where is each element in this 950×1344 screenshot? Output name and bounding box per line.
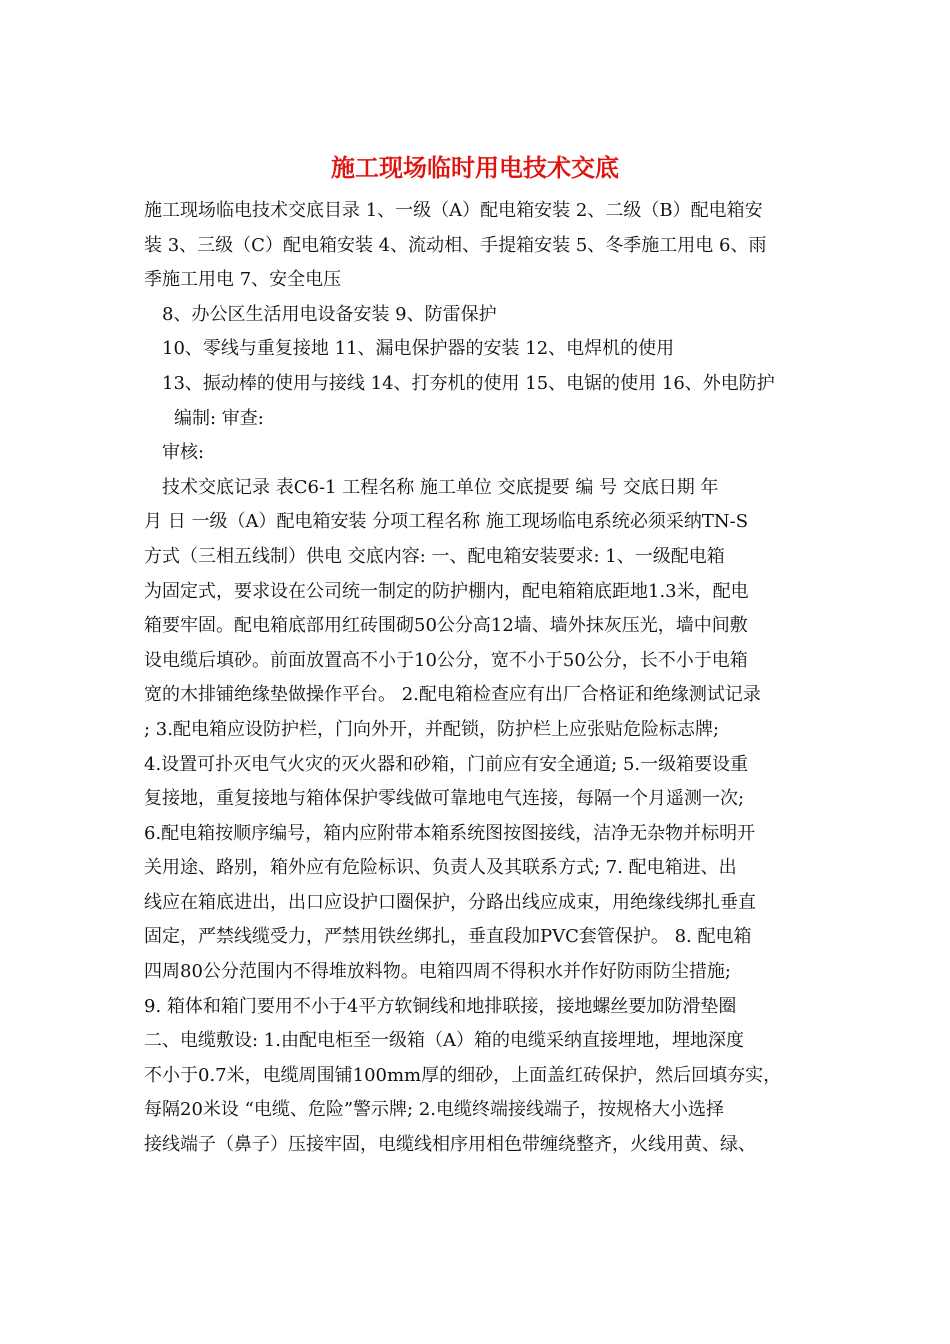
- document-title: 施工现场临时用电技术交底: [331, 153, 619, 182]
- paragraph-line: 季施工用电 7、安全电压: [144, 269, 342, 291]
- document-body: [144, 194, 808, 1163]
- paragraph-line: 方式（三相五线制）供电 交底内容: 一、配电箱安装要求: 1、一级配电箱: [144, 545, 725, 567]
- paragraph-line: 6.配电箱按顺序编号，箱内应附带本箱系统图按图接线，洁净无杂物并标明开: [144, 822, 756, 844]
- paragraph-line: 关用途、路别，箱外应有危险标识、负责人及其联系方式; 7. 配电箱进、出: [144, 857, 737, 879]
- paragraph-line: 为固定式，要求设在公司统一制定的防护棚内，配电箱箱底距地1.3米，配电: [144, 580, 749, 602]
- paragraph-line: 每隔20米设 “电缆、危险”警示牌; 2.电缆终端接线端子，按规格大小选择: [144, 1099, 724, 1121]
- paragraph-line: 固定，严禁线缆受力，严禁用铁丝绑扎，垂直段加PVC套管保护。 8. 配电箱: [144, 926, 752, 948]
- paragraph-line: 13、振动棒的使用与接线 14、打夯机的使用 15、电锯的使用 16、外电防护: [162, 372, 775, 394]
- paragraph-line: 月 日 一级（A）配电箱安装 分项工程名称 施工现场临电系统必须采纳TN-S: [144, 511, 749, 533]
- paragraph-line: 箱要牢固。配电箱底部用红砖围砌50公分高12墙、墙外抹灰压光，墙中间敷: [144, 615, 748, 637]
- paragraph-line: 宽的木排铺绝缘垫做操作平台。 2.配电箱检查应有出厂合格证和绝缘测试记录: [144, 684, 761, 706]
- paragraph-line: 不小于0.7米，电缆周围铺100mm厚的细砂，上面盖红砖保护，然后回填夯实，: [144, 1064, 782, 1086]
- paragraph-line: 二、电缆敷设: 1.由配电柜至一级箱（A）箱的电缆采纳直接埋地，埋地深度: [144, 1030, 744, 1052]
- paragraph-line: ; 3.配电箱应设防护栏，门向外开，并配锁，防护栏上应张贴危险标志牌;: [144, 718, 720, 740]
- paragraph-line: 10、零线与重复接地 11、漏电保护器的安装 12、电焊机的使用: [162, 338, 675, 360]
- paragraph-line: 装 3、三级（C）配电箱安装 4、流动相、手提箱安装 5、冬季施工用电 6、雨: [144, 234, 767, 256]
- paragraph-line: 8、办公区生活用电设备安装 9、防雷保护: [162, 303, 497, 325]
- paragraph-line: 编制: 审查:: [174, 407, 264, 429]
- paragraph-line: 线应在箱底进出，出口应设护口圈保护，分路出线应成束，用绝缘线绑扎垂直: [144, 891, 756, 913]
- paragraph-line: 施工现场临电技术交底目录 1、一级（A）配电箱安装 2、二级（B）配电箱安: [144, 200, 763, 221]
- paragraph-line: 4.设置可扑灭电气火灾的灭火器和砂箱，门前应有安全通道; 5.一级箱要设重: [144, 753, 749, 775]
- paragraph-line: 技术交底记录 表C6-1 工程名称 施工单位 交底提要 编 号 交底日期 年: [162, 476, 719, 498]
- paragraph-line: 四周80公分范围内不得堆放料物。电箱四周不得积水并作好防雨防尘措施;: [144, 961, 731, 983]
- paragraph-line: 接线端子（鼻子）压接牢固，电缆线相序用相色带缠绕整齐，火线用黄、绿、: [144, 1134, 756, 1156]
- paragraph-line: 9. 箱体和箱门要用不小于4平方软铜线和地排联接，接地螺丝要加防滑垫圈: [144, 995, 737, 1017]
- paragraph-line: 复接地，重复接地与箱体保护零线做可靠地电气连接，每隔一个月遥测一次;: [144, 788, 745, 810]
- paragraph-line: 审核:: [162, 442, 205, 464]
- paragraph-line: 设电缆后填砂。前面放置高不小于10公分，宽不小于50公分，长不小于电箱: [144, 649, 748, 671]
